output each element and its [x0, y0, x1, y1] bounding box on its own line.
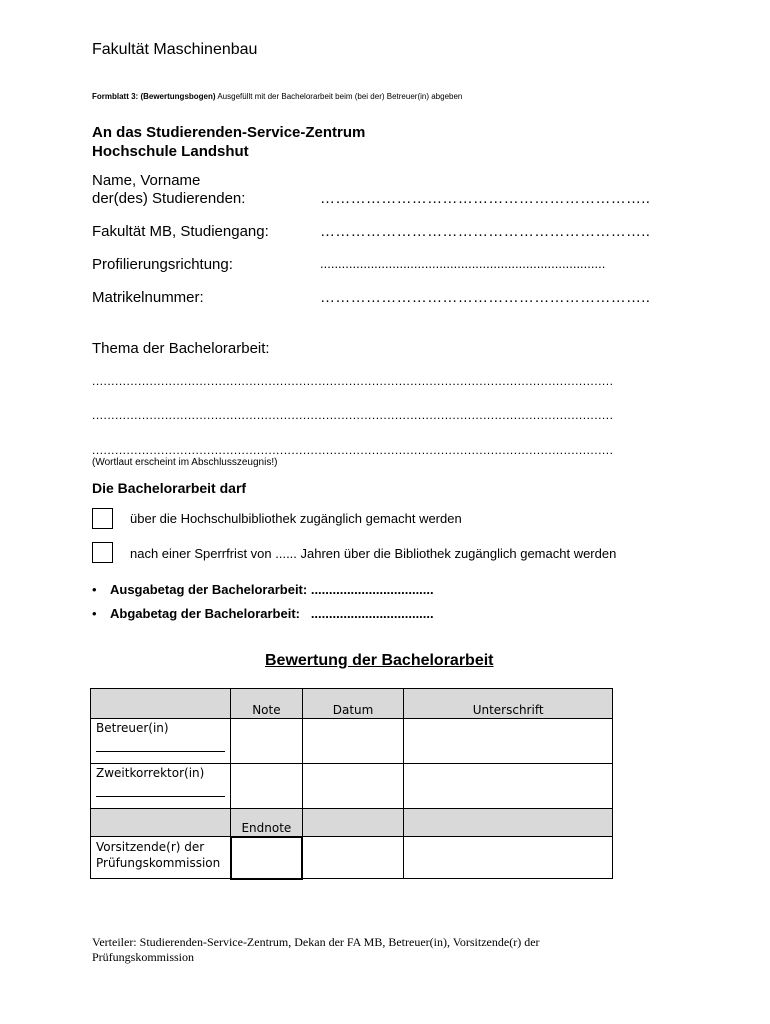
- thema-line-3[interactable]: ........................................................................................................................................: [92, 443, 614, 457]
- grading-table: [90, 688, 613, 880]
- abgabetag-text: Abgabetag der Bachelorarbeit: ..................................: [110, 606, 434, 621]
- table-row-betreuer: [91, 719, 613, 764]
- endnote-label: Endnote: [231, 809, 303, 837]
- formblatt-label: Formblatt 3: (Bewertungsbogen): [92, 92, 216, 101]
- abgabetag-item: [92, 606, 434, 621]
- zweitkorrektor-cell: [91, 764, 231, 809]
- formblatt-text: Ausgefüllt mit der Bachelorarbeit beim (bei der) Betreuer(in) abgeben: [215, 92, 463, 101]
- bullet-icon: •: [92, 582, 97, 597]
- table-header-row: [91, 689, 613, 719]
- name-label: [92, 172, 245, 208]
- zweitkorrektor-label: Zweitkorrektor(in): [96, 766, 205, 780]
- vors-datum-cell[interactable]: [302, 837, 403, 879]
- betreuer-label: Betreuer(in): [96, 721, 169, 735]
- vorsitzende-label-1: Vorsitzende(r) der: [96, 840, 205, 854]
- table-row-endnote: [91, 809, 613, 837]
- vorsitzende-label-2: Prüfungskommission: [96, 856, 221, 870]
- option-sperrfrist-checkbox[interactable]: [92, 542, 113, 563]
- ausgabetag-item: [92, 582, 434, 597]
- zweit-note-cell[interactable]: [231, 764, 303, 809]
- thema-line-1[interactable]: ........................................................................................................................................: [92, 374, 614, 388]
- zweit-datum-cell[interactable]: [302, 764, 403, 809]
- studiengang-label: Fakultät MB, Studiengang:: [92, 223, 269, 240]
- darf-heading: Die Bachelorarbeit darf: [92, 480, 247, 496]
- profil-label: Profilierungsrichtung:: [92, 256, 233, 273]
- thema-line-2[interactable]: ........................................................................................................................................: [92, 408, 614, 422]
- betreuer-datum-cell[interactable]: [302, 719, 403, 764]
- name-field[interactable]: ………………………………………………………..: [320, 190, 651, 207]
- betreuer-unterschrift-cell[interactable]: [404, 719, 613, 764]
- option-library-checkbox[interactable]: [92, 508, 113, 529]
- formblatt-note: [92, 92, 462, 101]
- matrikel-label: Matrikelnummer:: [92, 289, 204, 306]
- matrikel-field[interactable]: ………………………………………………………..: [320, 289, 651, 306]
- col-unterschrift-header: Unterschrift: [404, 689, 613, 719]
- vorsitzende-cell: [91, 837, 231, 879]
- option-sperrfrist-label: nach einer Sperrfrist von ...... Jahren über die Bibliothek zugänglich gemacht werden: [130, 546, 617, 561]
- table-header-empty: [91, 689, 231, 719]
- bullet-icon: •: [92, 606, 97, 621]
- endnote-empty-cell-2: [302, 809, 403, 837]
- table-row-zweitkorrektor: [91, 764, 613, 809]
- final-note-cell[interactable]: [231, 837, 303, 879]
- option-library-label: über die Hochschulbibliothek zugänglich gemacht werden: [130, 511, 462, 526]
- betreuer-note-cell[interactable]: [231, 719, 303, 764]
- studiengang-field[interactable]: ………………………………………………………..: [320, 223, 651, 240]
- table-row-vorsitzende: [91, 837, 613, 879]
- betreuer-name-line[interactable]: [96, 751, 225, 752]
- endnote-empty-cell: [91, 809, 231, 837]
- profil-field[interactable]: ...............................................................................: [320, 256, 606, 271]
- zweitkorrektor-name-line[interactable]: [96, 796, 225, 797]
- address-line-2: Hochschule Landshut: [92, 143, 249, 160]
- zweit-unterschrift-cell[interactable]: [404, 764, 613, 809]
- bewertung-title: Bewertung der Bachelorarbeit: [265, 652, 494, 669]
- faculty-title: Fakultät Maschinenbau: [92, 41, 258, 58]
- address-line-1: An das Studierenden-Service-Zentrum: [92, 124, 366, 141]
- endnote-empty-cell-3: [404, 809, 613, 837]
- col-datum-header: Datum: [302, 689, 403, 719]
- vors-unterschrift-cell[interactable]: [404, 837, 613, 879]
- col-note-header: Note: [231, 689, 303, 719]
- name-label-line-2: der(des) Studierenden:: [92, 190, 246, 207]
- address-block: [92, 123, 365, 161]
- thema-note: (Wortlaut erscheint im Abschlusszeugnis!): [92, 457, 278, 468]
- name-label-line-1: Name, Vorname: [92, 172, 201, 189]
- betreuer-cell: [91, 719, 231, 764]
- thema-label: Thema der Bachelorarbeit:: [92, 340, 270, 357]
- footer-distribution: Verteiler: Studierenden-Service-Zentrum, Dekan der FA MB, Betreuer(in), Vorsitzende(r) der Prüfungskommission: [92, 935, 540, 964]
- ausgabetag-text: Ausgabetag der Bachelorarbeit: ..................................: [110, 582, 434, 597]
